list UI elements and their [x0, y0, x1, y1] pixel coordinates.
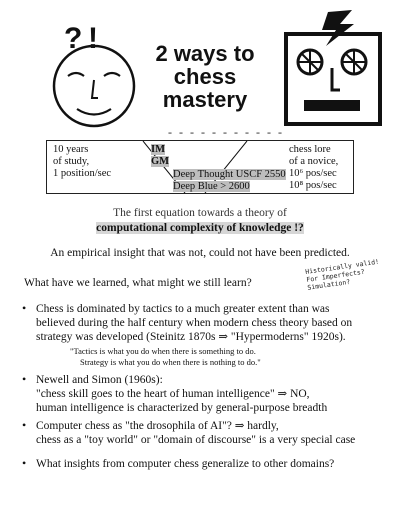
gm-label: GM — [151, 156, 170, 167]
bullet-2-line-2: "chess skill goes to the heart of human intelligence" ⇒ NO, — [36, 388, 310, 400]
bullet-tactics — [36, 302, 391, 344]
page-title — [150, 42, 260, 111]
question-line: What have we learned, what might we still learn? — [24, 277, 252, 289]
bullet-3-line-2: chess as a "toy world" or "domain of discourse" is a very special case — [36, 434, 356, 446]
title-line-2: chess — [173, 64, 237, 89]
bullet-3-line-1: Computer chess as "the drosophila of AI"? ⇒ hardly, — [36, 420, 279, 432]
machine-line-3: 10⁶ pos/sec — [289, 168, 337, 179]
bullet-drosophila — [36, 419, 391, 447]
comparison-box — [46, 140, 354, 194]
rating-labels-top — [151, 144, 169, 168]
deep-thought-label: Deep Thought USCF 2550 — [173, 169, 286, 180]
svg-text:?: ? — [64, 22, 83, 55]
human-face-icon — [44, 14, 144, 130]
bullet-2-line-3: human intelligence is characterized by general-purpose breadth — [36, 402, 328, 414]
machine-line-2: of a novice, — [289, 156, 339, 167]
dashed-divider: - - - - - - - - - - - — [168, 125, 284, 139]
human-line-1: 10 years — [53, 144, 89, 155]
bullet-generalize — [36, 457, 391, 471]
machine-line-4: 10⁸ pos/sec — [289, 180, 337, 191]
human-column — [53, 144, 111, 180]
rating-labels-bottom — [173, 169, 286, 193]
svg-text:!: ! — [88, 22, 98, 55]
human-line-3: 1 position/sec — [53, 168, 112, 179]
bullet-dot-icon: • — [22, 372, 27, 386]
bullet-1-line-2: believed during the half century when modern chess theory based on — [36, 317, 353, 329]
equation-line-1: The first equation towards a theory of — [113, 207, 287, 219]
equation-line-2-text: computational complexity of knowledge !? — [96, 222, 304, 234]
machine-column — [289, 144, 338, 192]
bullet-1-line-1: Chess is dominated by tactics to a much greater extent than was — [36, 303, 330, 315]
tactics-quote — [70, 346, 261, 368]
machine-line-1: chess lore — [289, 144, 331, 155]
bullet-1-line-3: strategy was developed (Steinitz 1870s ⇒ "Hypermoderns" 1920s). — [36, 331, 346, 343]
bullet-dot-icon: • — [22, 301, 27, 315]
deep-blue-label: Deep Blue > 2600 — [173, 181, 250, 192]
robot-face-icon — [282, 30, 386, 130]
handwritten-note: Historically valid! For Imperfects? Simulation? — [304, 257, 380, 292]
bullet-dot-icon: • — [22, 456, 27, 470]
title-line-1: 2 ways to — [155, 41, 255, 66]
im-label: IM — [151, 144, 165, 155]
bullet-4-line-1: What insights from computer chess generalize to other domains? — [36, 458, 335, 470]
bullet-dot-icon: • — [22, 418, 27, 432]
quote-line-1: "Tactics is what you do when there is something to do. — [70, 346, 256, 356]
human-line-2: of study, — [53, 156, 90, 167]
empirical-insight: An empirical insight that was not, could not have been predicted. — [50, 247, 350, 259]
quote-line-2: Strategy is what you do when there is nothing to do." — [80, 357, 261, 367]
title-line-3: mastery — [162, 87, 248, 112]
bullet-2-line-1: Newell and Simon (1960s): — [36, 374, 163, 386]
equation-line-2 — [20, 221, 380, 236]
bullet-newell-simon — [36, 373, 391, 415]
